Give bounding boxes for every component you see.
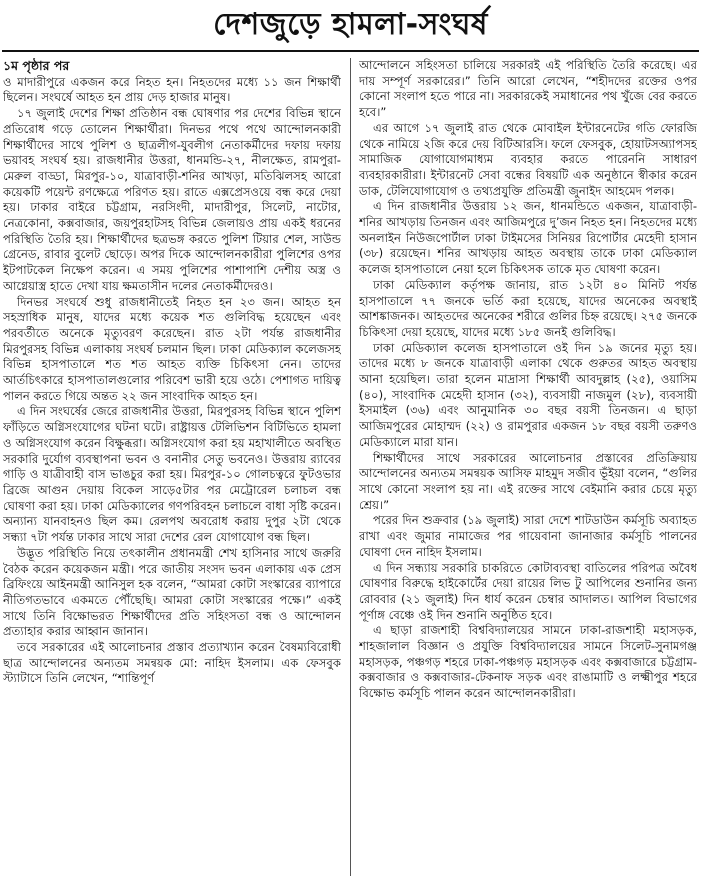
paragraph: ও মাদারীপুরে একজন করে নিহত হন। নিহতদের মধ্যে ১১ জন শিক্ষার্থী ছিলেন। সংঘর্ষে আহত হন প্রায় দেড় হাজার মানুষ। [3, 74, 341, 105]
paragraph: ১৭ জুলাই দেশের শিক্ষা প্রতিষ্ঠান বন্ধ ঘোষণার পর দেশের বিভিন্ন স্থানে প্রতিরোধ গড়ে তোলেন শিক্ষার্থীরা। দিনভর পথে পথে আন্দোলনকারী শিক্ষার্থীদের সাথে পুলিশ ও ছাত্রলীগ-যুবলীগ নেতাকর্মীদের দফায় দফায় ভয়াবহ সংঘর্ষ হয়। রাজধানীর উত্তরা, ধানমন্ডি-২৭, নীলক্ষেত, রামপুরা-মেরুল বাড্ডা, মিরপুর-১০, যাত্রাবাড়ী-শনির আখড়া, মতিঝিলসহ আরো কয়েকটি পয়েন্ট রণক্ষেত্রে পরিণত হয়। রাতে এক্সপ্রেসওয়ে বন্ধ করে দেয়া হয়। ঢাকার বাইরে চট্টগ্রাম, নরসিংদী, মাদারীপুর, সিলেট, নাটোর, নেত্রকোনা, কক্সবাজার, জয়পুরহাটসহ বিভিন্ন জেলায়ও প্রায় একই ধরনের পরিস্থিতি তৈরি হয়। শিক্ষার্থীদের ছত্রভঙ্গ করতে পুলিশ টিয়ার শেল, সাউন্ড গ্রেনেড, রাবার বুলেট ছোড়ে। অপর দিকে আন্দোলনকারীরা পুলিশের ওপর ইটপাটকেল নিক্ষেপ করেন। এ সময় পুলিশের পাশাপাশি দেশীয় অস্ত্র ও আগ্নেয়াস্ত্র হাতে দেখা যায় ক্ষমতাসীন দলের নেতাকর্মীদেরও। [3, 106, 341, 293]
continued-from-label: ১ম পৃষ্ঠার পর [3, 58, 70, 73]
paragraph: ঢাকা মেডিক্যাল কলেজ হাসপাতালে ওই দিন ১৯ জনের মৃত্যু হয়। তাদের মধ্যে ৮ জনকে যাত্রাবাড়ী এলাকা থেকে গুরুতর আহত অবস্থায় আনা হয়েছিল। তারা হলেন মাদ্রাসা শিক্ষার্থী আবদুল্লাহ (২৫), ওয়াসিম (৪০), সাংবাদিক মেহেদী হাসান (৩২), ব্যবসায়ী নাজমুল (২৮), ব্যবসায়ী ইসমাইল (৩৬) এবং আনুমানিক ৩০ বছর বয়সী তিনজন। এ ছাড়া আজিমপুরের মোহাম্মদ (২২) ও রামপুরার একজন ১৮ বছর বয়সী তরুণও মেডিক্যালে মারা যান। [359, 340, 697, 449]
headline-rule [2, 50, 699, 52]
paragraph: আন্দোলনে সহিংসতা চালিয়ে সরকারই এই পরিস্থিতি তৈরি করেছে। এর দায় সম্পূর্ণ সরকারের।” তিনি আরো লেখেন, “শহীদদের রক্তের ওপর কোনো সংলাপ হতে পারে না। সরকারকেই সমাধানের পথ খুঁজে বের করতে হবে।” [359, 58, 697, 120]
paragraph: এর আগে ১৭ জুলাই রাত থেকে মোবাইল ইন্টারনেটের গতি ফোরজি থেকে নামিয়ে ২জি করে দেয় বিটিআরসি। ফলে ফেসবুক, হোয়াটসঅ্যাপসহ সামাজিক যোগাযোগমাধ্যম ব্যবহার করতে পারেননি সাধারণ ব্যবহারকারীরা। ইন্টারনেট সেবা বন্ধের বিষয়টি এক অনুষ্ঠানে স্বীকার করেন ডাক, টেলিযোগাযোগ ও তথ্যপ্রযুক্তি প্রতিমন্ত্রী জুনাইদ আহমেদ পলক। [359, 120, 697, 198]
paragraph: শিক্ষার্থীদের সাথে সরকারের আলোচনার প্রস্তাবের প্রতিক্রিয়ায় আন্দোলনের অন্যতম সমন্বয়ক আসিফ মাহমুদ সজীব ভূঁইয়া বলেন, “গুলির সাথে কোনো সংলাপ হয় না। এই রক্তের সাথে বেইমানি করার চেয়ে মৃত্যু শ্রেয়।” [359, 450, 697, 512]
paragraph: তবে সরকারের এই আলোচনার প্রস্তাব প্রত্যাখ্যান করেন বৈষম্যবিরোধী ছাত্র আন্দোলনের অন্যতম সমন্বয়ক মো: নাহিদ ইসলাম। এক ফেসবুক স্ট্যাটাসে তিনি লেখেন, “শান্তিপূর্ণ [3, 640, 341, 686]
paragraph: এ দিন সন্ধ্যায় সরকারি চাকরিতে কোটাব্যবস্থা বাতিলের পরিপত্র অবৈধ ঘোষণার বিরুদ্ধে হাইকোর্টের দেয়া রায়ের লিভ টু আপিলের শুনানির জন্য রোববার (২১ জুলাই) দিন ধার্য করেন চেম্বার আদালত। আপিল বিভাগের পূর্ণাঙ্গ বেঞ্চে ওই দিন শুনানি অনুষ্ঠিত হবে। [359, 560, 697, 622]
paragraph: এ দিন রাজধানীর উত্তরায় ১২ জন, ধানমন্ডিতে একজন, যাত্রাবাড়ী-শনির আখড়ায় তিনজন এবং আজিমপুরে দু’জন নিহত হন। নিহতদের মধ্যে অনলাইন নিউজপোর্টাল ঢাকা টাইমসের সিনিয়র রিপোর্টার মেহেদী হাসান (৩৮) রয়েছেন। শনির আখড়ায় আহত অবস্থায় তাকে ঢাকা মেডিক্যাল কলেজ হাসপাতালে নেয়া হলে চিকিৎসক তাকে মৃত ঘোষণা করেন। [359, 199, 697, 277]
headline-wrap [0, 6, 701, 44]
paragraph: উদ্ভূত পরিস্থিতি নিয়ে তৎকালীন প্রধানমন্ত্রী শেখ হাসিনার সাথে জরুরি বৈঠক করেন কয়েকজন মন্ত্রী। পরে জাতীয় সংসদ ভবন এলাকায় এক প্রেস ব্রিফিংয়ে আইনমন্ত্রী আনিসুল হক বলেন, “আমরা কোটা সংস্কারের ব্যাপারে নীতিগতভাবে একমতে পৌঁছেছি। আমরা কোটা সংস্কারের পক্ষে।” একই সাথে তিনি বিক্ষোভরত শিক্ষার্থীদের প্রতি সহিংসতা বন্ধ ও আন্দোলন প্রত্যাহার করার আহ্বান জানান। [3, 545, 341, 639]
paragraph: এ দিন সংঘর্ষের জেরে রাজধানীর উত্তরা, মিরপুরসহ বিভিন্ন স্থানে পুলিশ ফাঁড়িতে অগ্নিসংযোগের ঘটনা ঘটে। রাষ্ট্রায়ত্ত টেলিভিশন বিটিভিতে হামলা ও অগ্নিসংযোগ করেন বিক্ষুব্ধরা। অগ্নিসংযোগ করা হয় মহাখালীতে অবস্থিত সরকারি দুর্যোগ ব্যবস্থাপনা ভবন ও বনানীর সেতু ভবনেও। উত্তরায় র‍্যাবের গাড়ি ও যাত্রীবাহী বাস ভাঙচুর করা হয়। মিরপুর-১০ গোলচত্বরে ফুটওভার ব্রিজে আগুন দেয়ায় বিকেল সাড়ে৫টার পর মেট্রোরেল চলাচল বন্ধ ঘোষণা করা হয়। ঢাকা মেডিক্যালের গণপরিবহন চলাচলে বাধা সৃষ্টি করেন। অন্যান্য যানবাহনও ছিল কম। রেলপথ অবরোধ করায় দুপুর ২টা থেকে সন্ধ্যা ৭টা পর্যন্ত ঢাকার সাথে সারা দেশের রেল যোগাযোগ বন্ধ ছিল। [3, 404, 341, 545]
headline: দেশজুড়ে হামলা-সংঘর্ষ [213, 7, 488, 42]
article-column-left [3, 58, 341, 878]
paragraph: দিনভর সংঘর্ষে শুধু রাজধানীতেই নিহত হন ২৩ জন। আহত হন সহস্রাধিক মানুষ, যাদের মধ্যে কয়েক শত গুলিবিদ্ধ হয়েছেন এবং পরবর্তীতে অনেকে মৃত্যুবরণ করেছেন। রাত ২টা পর্যন্ত রাজধানীর মিরপুরসহ বিভিন্ন এলাকায় সংঘর্ষ চলমান ছিল। ঢাকা মেডিক্যাল কলেজসহ বিভিন্ন হাসপাতালে শত শত আহত ব্যক্তি চিকিৎসা নেন। তাদের আর্তচিৎকারে হাসপাতালগুলোর পরিবেশ ভারী হয়ে ওঠে। পেশাগত দায়িত্ব পালন করতে গিয়ে অন্তত ২২ জন সাংবাদিক আহত হন। [3, 294, 341, 403]
paragraph: এ ছাড়া রাজশাহী বিশ্ববিদ্যালয়ের সামনে ঢাকা-রাজশাহী মহাসড়ক, শাহজালাল বিজ্ঞান ও প্রযুক্তি বিশ্ববিদ্যালয়ের সামনে সিলেট-সুনামগঞ্জ মহাসড়ক, পঞ্চগড় শহরে ঢাকা-পঞ্চগড় মহাসড়ক এবং কক্সবাজারে চট্টগ্রাম-কক্সবাজার ও কক্সবাজার-টেকনাফ সড়ক এবং রাঙামাটি ও লক্ষ্মীপুর শহরে বিক্ষোভ কর্মসূচি পালন করেন আন্দোলনকারীরা। [359, 623, 697, 701]
column-divider [350, 58, 351, 876]
article-column-right [359, 58, 697, 878]
paragraph: পরের দিন শুক্রবার (১৯ জুলাই) সারা দেশে শাটডাউন কর্মসূচি অব্যাহত রাখা এবং জুমার নামাজের পর গায়েবানা জানাজার কর্মসূচি পালনের ঘোষণা দেন নাহিদ ইসলাম। [359, 513, 697, 559]
paragraph: ঢাকা মেডিক্যাল কর্তৃপক্ষ জানায়, রাত ১২টা ৪০ মিনিট পর্যন্ত হাসপাতালে ৭৭ জনকে ভর্তি করা হয়েছে, যাদের অনেকের অবস্থাই আশঙ্কাজনক। আহতদের অনেকের শরীরে গুলির চিহ্ন রয়েছে। ২৭৫ জনকে চিকিৎসা দেয়া হয়েছে, যাদের মধ্যে ১৮৫ জনই গুলিবিদ্ধ। [359, 277, 697, 339]
